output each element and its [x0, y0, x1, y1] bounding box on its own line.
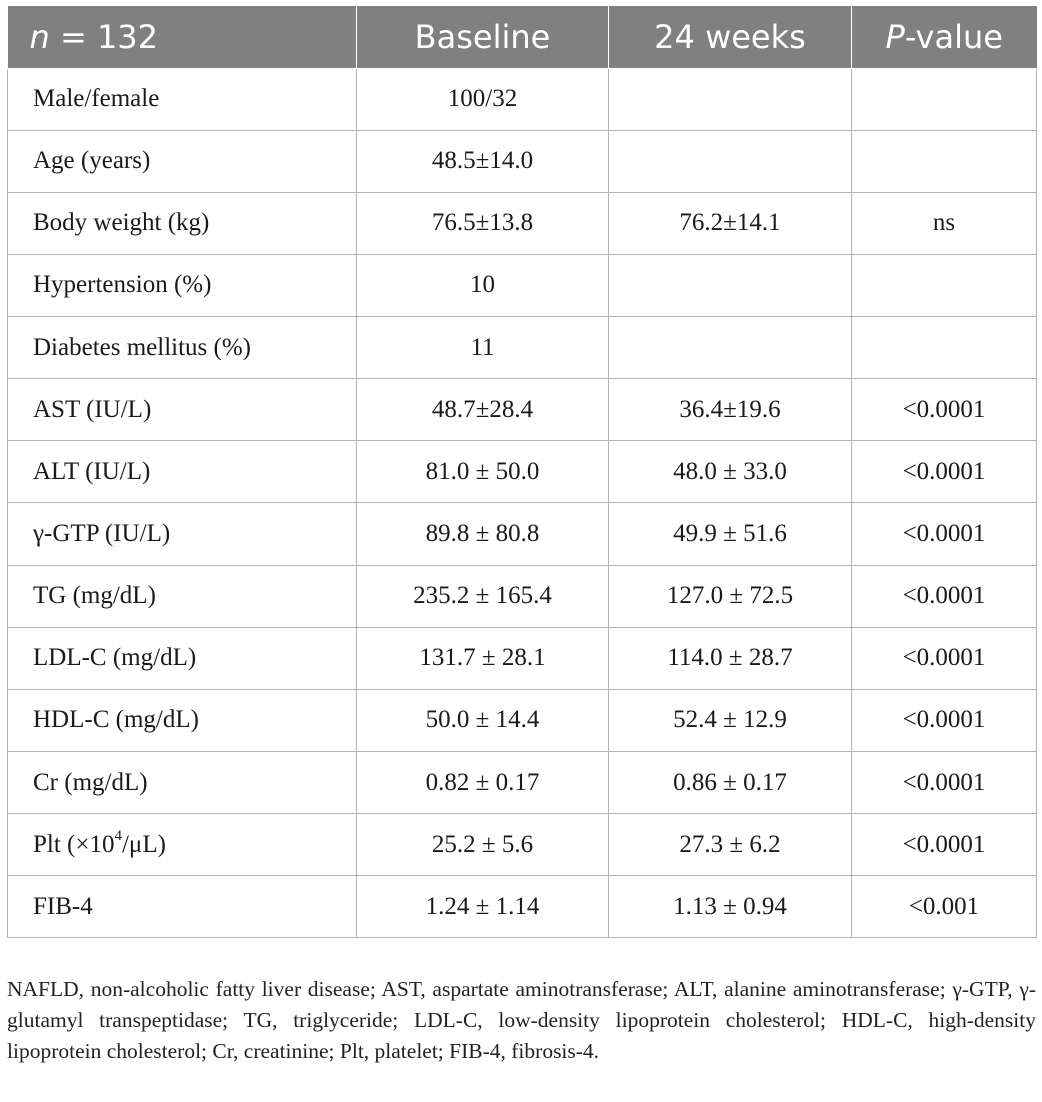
p-value: <0.0001: [852, 627, 1037, 689]
header-p-value: [852, 6, 1037, 68]
row-label: Age (years): [8, 130, 357, 192]
baseline-value: 50.0 ± 14.4: [357, 689, 609, 751]
week24-value: 1.13 ± 0.94: [609, 876, 852, 938]
header-p-symbol: P: [885, 17, 905, 56]
header-baseline: Baseline: [357, 6, 609, 68]
row-label: Body weight (kg): [8, 192, 357, 254]
header-p-rest: -value: [904, 17, 1003, 56]
header-row: [8, 6, 1037, 68]
table-row: [8, 317, 1037, 379]
week24-value: 48.0 ± 33.0: [609, 441, 852, 503]
p-value: [852, 254, 1037, 316]
row-label: Male/female: [8, 68, 357, 130]
table-header: [8, 6, 1037, 68]
baseline-value: 89.8 ± 80.8: [357, 503, 609, 565]
table-body: [8, 68, 1037, 938]
row-label-prefix: Plt (×10: [33, 830, 115, 858]
week24-value: 36.4±19.6: [609, 379, 852, 441]
week24-value: 49.9 ± 51.6: [609, 503, 852, 565]
row-label: ALT (IU/L): [8, 441, 357, 503]
clinical-characteristics-table: [7, 6, 1037, 938]
table-row: [8, 814, 1037, 876]
table-row: [8, 254, 1037, 316]
p-value: [852, 68, 1037, 130]
p-value: <0.0001: [852, 379, 1037, 441]
table-row: [8, 565, 1037, 627]
row-label-suffix: /μL): [121, 830, 166, 858]
baseline-value: 76.5±13.8: [357, 192, 609, 254]
p-value: <0.0001: [852, 752, 1037, 814]
header-n-value: = 132: [49, 17, 159, 56]
table-footnote: NAFLD, non-alcoholic fatty liver disease; AST, aspartate aminotransferase; ALT, alanine aminotransferase; γ-GTP, γ-glutamyl transpeptidase; TG, triglyceride; LDL-C, low-density lipoprotein cholesterol; HDL-C, high-density lipoprotein cholesterol; Cr, creatinine; Plt, platelet; FIB-4, fibrosis-4.: [7, 976, 1036, 1063]
p-value: <0.0001: [852, 689, 1037, 751]
p-value: [852, 130, 1037, 192]
baseline-value: 48.5±14.0: [357, 130, 609, 192]
p-value: <0.0001: [852, 503, 1037, 565]
header-sample-size: [8, 6, 357, 68]
week24-value: [609, 317, 852, 379]
row-label-superscript: 4: [114, 828, 122, 845]
baseline-value: 131.7 ± 28.1: [357, 627, 609, 689]
baseline-value: 25.2 ± 5.6: [357, 814, 609, 876]
table-row: [8, 752, 1037, 814]
table-row: [8, 379, 1037, 441]
table-row: [8, 130, 1037, 192]
p-value: <0.001: [852, 876, 1037, 938]
header-24-weeks: 24 weeks: [609, 6, 852, 68]
p-value: [852, 317, 1037, 379]
baseline-value: 235.2 ± 165.4: [357, 565, 609, 627]
week24-value: 0.86 ± 0.17: [609, 752, 852, 814]
baseline-value: 81.0 ± 50.0: [357, 441, 609, 503]
baseline-value: 48.7±28.4: [357, 379, 609, 441]
header-n-symbol: n: [29, 17, 50, 56]
table-row: [8, 876, 1037, 938]
row-label: LDL-C (mg/dL): [8, 627, 357, 689]
row-label: Cr (mg/dL): [8, 752, 357, 814]
row-label: HDL-C (mg/dL): [8, 689, 357, 751]
row-label: γ-GTP (IU/L): [8, 503, 357, 565]
table-row: [8, 441, 1037, 503]
baseline-value: 10: [357, 254, 609, 316]
week24-value: 127.0 ± 72.5: [609, 565, 852, 627]
row-label: [8, 814, 357, 876]
baseline-value: 11: [357, 317, 609, 379]
table-row: [8, 503, 1037, 565]
row-label: TG (mg/dL): [8, 565, 357, 627]
table-row: [8, 68, 1037, 130]
table-row: [8, 192, 1037, 254]
baseline-value: 100/32: [357, 68, 609, 130]
table-row: [8, 689, 1037, 751]
p-value: <0.0001: [852, 814, 1037, 876]
week24-value: 52.4 ± 12.9: [609, 689, 852, 751]
p-value: <0.0001: [852, 441, 1037, 503]
week24-value: 76.2±14.1: [609, 192, 852, 254]
p-value: ns: [852, 192, 1037, 254]
p-value: <0.0001: [852, 565, 1037, 627]
table-row: [8, 627, 1037, 689]
week24-value: [609, 68, 852, 130]
week24-value: 27.3 ± 6.2: [609, 814, 852, 876]
row-label: FIB-4: [8, 876, 357, 938]
week24-value: [609, 254, 852, 316]
week24-value: [609, 130, 852, 192]
baseline-value: 0.82 ± 0.17: [357, 752, 609, 814]
baseline-value: 1.24 ± 1.14: [357, 876, 609, 938]
row-label: Diabetes mellitus (%): [8, 317, 357, 379]
week24-value: 114.0 ± 28.7: [609, 627, 852, 689]
row-label: Hypertension (%): [8, 254, 357, 316]
row-label: AST (IU/L): [8, 379, 357, 441]
